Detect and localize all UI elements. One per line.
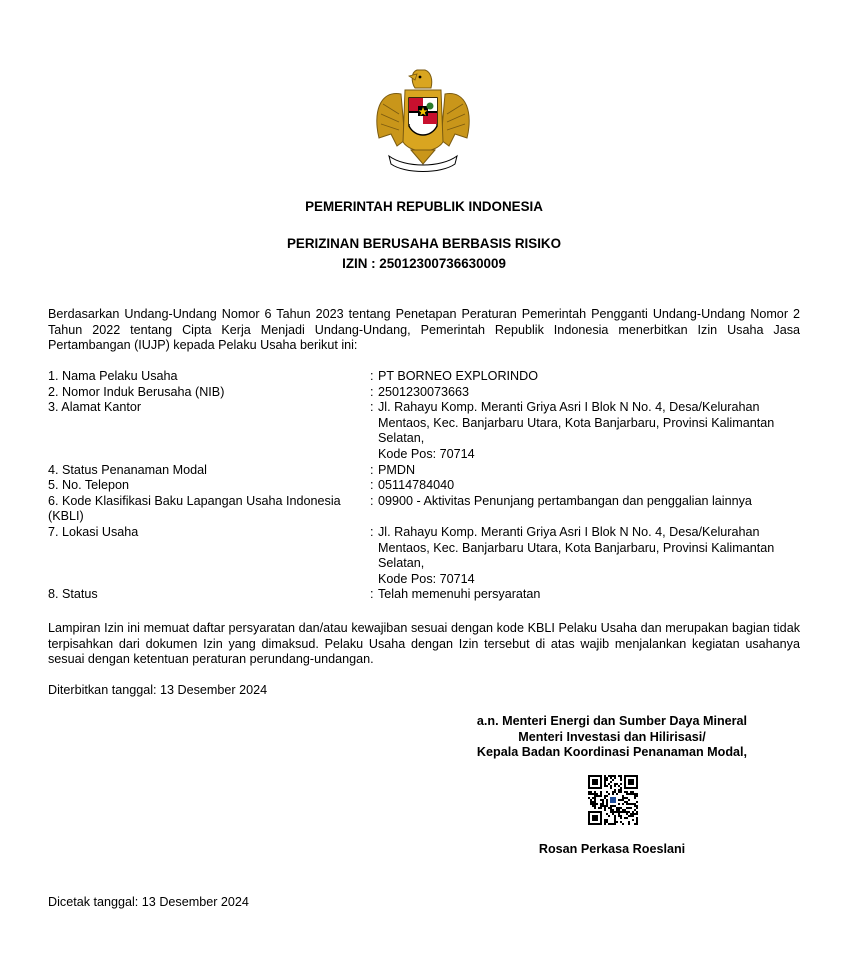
- qr-code-icon: [588, 775, 638, 825]
- detail-row: [48, 463, 800, 479]
- detail-value: [378, 385, 800, 401]
- detail-value: [378, 369, 800, 385]
- detail-value: [378, 478, 800, 494]
- detail-row: [48, 385, 800, 401]
- detail-value: [378, 400, 800, 462]
- detail-label: 3. Alamat Kantor: [48, 400, 142, 415]
- detail-row: [48, 587, 800, 603]
- detail-value: [378, 525, 800, 587]
- detail-separator: :: [370, 462, 374, 477]
- printed-date: Dicetak tanggal: 13 Desember 2024: [48, 895, 249, 909]
- detail-value: [378, 587, 800, 603]
- signature-line-3: Kepala Badan Koordinasi Penanaman Modal,: [476, 745, 748, 759]
- detail-value-line: PT BORNEO EXPLORINDO: [378, 369, 539, 383]
- detail-separator: :: [370, 384, 374, 399]
- detail-value-line: Kode Pos: 70714: [378, 446, 475, 461]
- detail-value-line: 09900 - Aktivitas Penunjang pertambangan dan penggalian lainnya: [378, 493, 752, 508]
- signer-name: Rosan Perkasa Roeslani: [538, 842, 686, 856]
- detail-label: 8. Status: [48, 587, 98, 602]
- permit-details-list: [48, 369, 800, 603]
- intro-paragraph: Berdasarkan Undang-Undang Nomor 6 Tahun 2023 tentang Penetapan Peraturan Pemerintah Pengganti Undang-Undang Nomor 2 Tahun 2022 tentang Cipta Kerja Menjadi Undang-Undang, Pemerintah Republik Indonesia menerbitkan Izin Usaha Jasa Pertambangan (IUJP) kepada Pelaku Usaha berikut ini:: [48, 307, 800, 353]
- detail-label: 5. No. Telepon: [48, 478, 129, 493]
- detail-separator: :: [370, 478, 374, 493]
- detail-label: 2. Nomor Induk Berusaha (NIB): [48, 384, 225, 399]
- detail-value-line: Jl. Rahayu Komp. Meranti Griya Asri I Blok N No. 4, Desa/Kelurahan Mentaos, Kec. Banjarbaru Utara, Kota Banjarbaru, Provinsi Kalimantan Selatan,: [378, 400, 775, 446]
- garuda-emblem-icon: [371, 64, 475, 176]
- detail-separator: :: [370, 587, 374, 602]
- detail-value: [378, 494, 800, 525]
- signature-line-2: Menteri Investasi dan Hilirisasi/: [518, 730, 706, 744]
- closing-paragraph: Lampiran Izin ini memuat daftar persyaratan dan/atau kewajiban sesuai dengan kode KBLI Pelaku Usaha dan merupakan bagian tidak terpisahkan dari dokumen Izin yang dimaksud. Pelaku Usaha dengan Izin tersebut di atas wajib menjalankan kegiatan usahanya sesuai dengan ketentuan peraturan perundang-undangan.: [48, 621, 800, 667]
- detail-value: [378, 463, 800, 479]
- detail-value-line: Kode Pos: 70714: [378, 571, 475, 586]
- detail-label: 4. Status Penanaman Modal: [48, 462, 207, 477]
- detail-row: [48, 369, 800, 385]
- issued-date: Diterbitkan tanggal: 13 Desember 2024: [48, 683, 268, 697]
- detail-value-line: 05114784040: [378, 478, 455, 493]
- detail-separator: :: [370, 524, 374, 539]
- permit-number: IZIN : 25012300736630009: [342, 256, 506, 271]
- detail-value-line: PMDN: [378, 462, 416, 477]
- document-title: PERIZINAN BERUSAHA BERBASIS RISIKO: [286, 236, 562, 251]
- detail-label: 6. Kode Klasifikasi Baku Lapangan Usaha Indonesia (KBLI): [48, 493, 341, 524]
- detail-separator: :: [370, 493, 374, 508]
- detail-value-line: Telah memenuhi persyaratan: [378, 587, 541, 602]
- detail-row: [48, 525, 800, 587]
- government-heading: PEMERINTAH REPUBLIK INDONESIA: [305, 199, 543, 214]
- detail-row: [48, 478, 800, 494]
- detail-value-line: 2501230073663: [378, 384, 470, 399]
- detail-row: [48, 400, 800, 462]
- detail-separator: :: [370, 400, 374, 415]
- detail-label: 7. Lokasi Usaha: [48, 524, 139, 539]
- detail-value-line: Jl. Rahayu Komp. Meranti Griya Asri I Blok N No. 4, Desa/Kelurahan Mentaos, Kec. Banjarbaru Utara, Kota Banjarbaru, Provinsi Kalimantan Selatan,: [378, 524, 775, 571]
- detail-label: 1. Nama Pelaku Usaha: [48, 369, 178, 383]
- detail-separator: :: [370, 369, 374, 383]
- signature-line-1: a.n. Menteri Energi dan Sumber Daya Mineral: [476, 714, 748, 728]
- detail-row: [48, 494, 800, 525]
